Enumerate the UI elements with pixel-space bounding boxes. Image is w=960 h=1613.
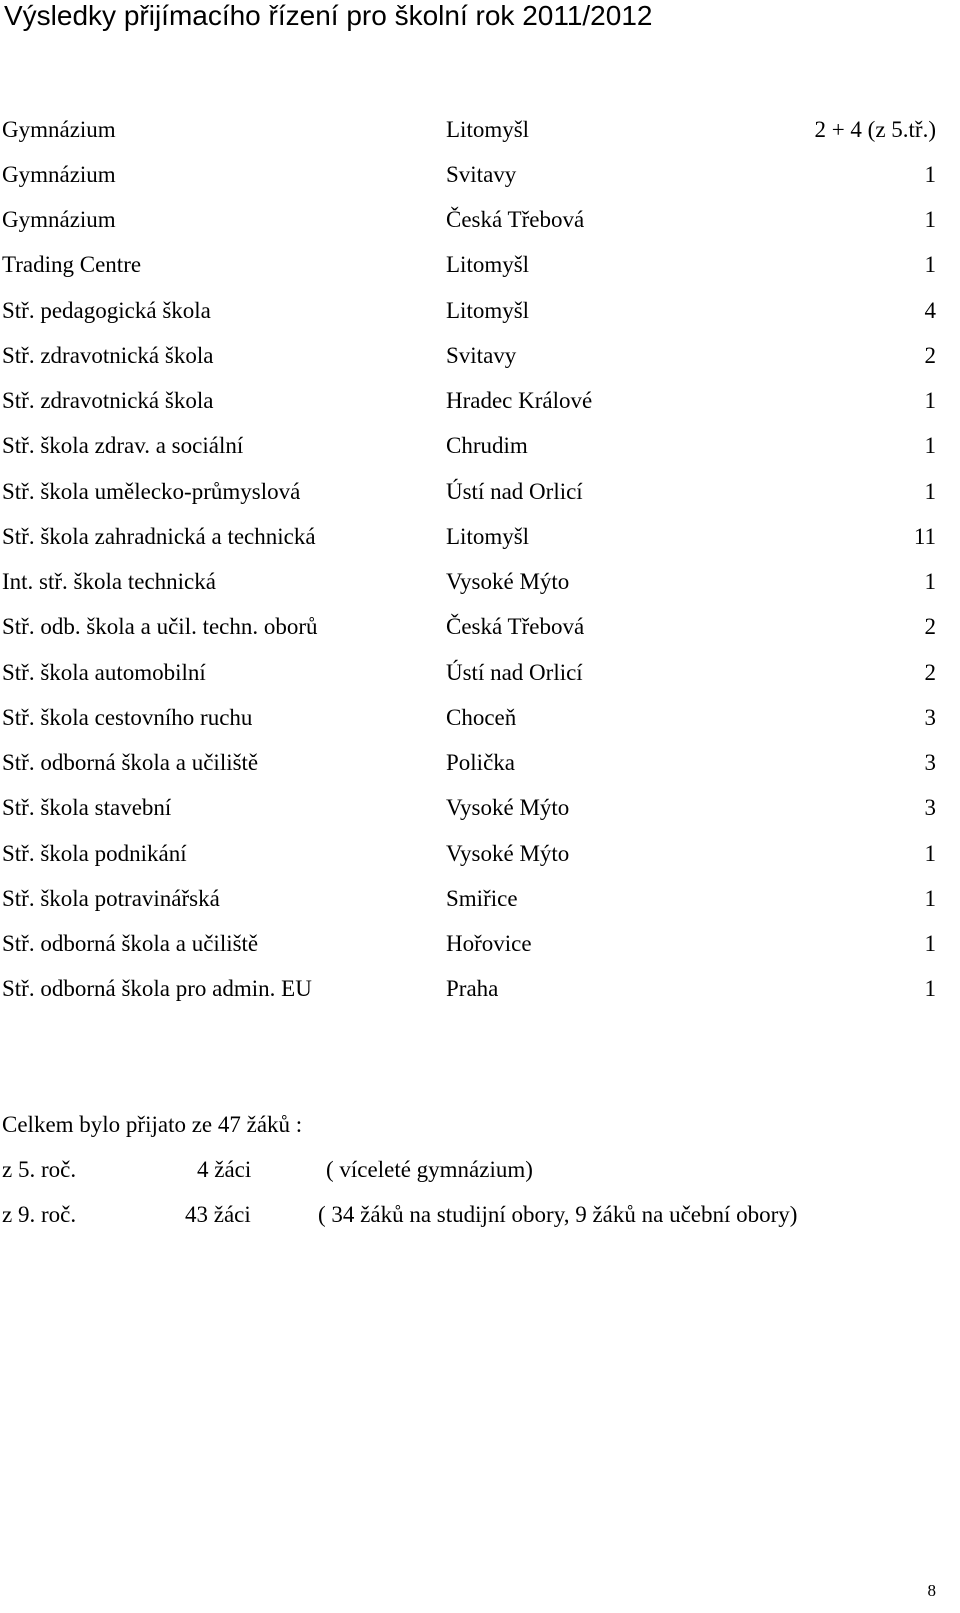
list-item (0, 203, 960, 237)
school-city: Svitavy (446, 162, 517, 187)
school-city: Smiřice (446, 886, 518, 911)
school-city: Česká Třebová (446, 614, 585, 639)
school-city: Litomyšl (446, 298, 530, 323)
school-name: Stř. škola zahradnická a technická (2, 524, 316, 549)
school-city: Litomyšl (446, 524, 530, 549)
school-city: Svitavy (446, 343, 517, 368)
summary-grade5 (0, 1153, 960, 1187)
school-name: Stř. škola cestovního ruchu (2, 705, 253, 730)
school-name: Int. stř. škola technická (2, 569, 216, 594)
grade-count: 4 žáci (197, 1157, 252, 1182)
list-item (0, 701, 960, 735)
list-item (0, 837, 960, 871)
school-city: Litomyšl (446, 252, 530, 277)
school-name: Stř. odb. škola a učil. techn. oborů (2, 614, 318, 639)
admitted-count: 2 (924, 660, 936, 685)
list-item (0, 927, 960, 961)
school-name: Gymnázium (2, 117, 116, 142)
school-city: Hořovice (446, 931, 532, 956)
school-city: Česká Třebová (446, 207, 585, 232)
admitted-count: 1 (924, 976, 936, 1001)
list-item (0, 158, 960, 192)
admitted-count: 2 + 4 (z 5.tř.) (814, 117, 936, 142)
school-name: Stř. zdravotnická škola (2, 388, 214, 413)
list-item (0, 339, 960, 373)
admitted-count: 3 (924, 705, 936, 730)
school-city: Vysoké Mýto (446, 569, 570, 594)
admitted-count: 3 (924, 750, 936, 775)
grade-count: 43 žáci (185, 1202, 251, 1227)
school-city: Praha (446, 976, 499, 1001)
list-item (0, 248, 960, 282)
admitted-count: 1 (924, 433, 936, 458)
list-item (0, 882, 960, 916)
school-name: Stř. odborná škola a učiliště (2, 931, 259, 956)
school-name: Stř. škola zdrav. a sociální (2, 433, 244, 458)
admitted-count: 1 (924, 479, 936, 504)
admitted-count: 4 (924, 298, 936, 323)
school-name: Gymnázium (2, 207, 116, 232)
page-number: 8 (927, 1581, 936, 1600)
school-name: Stř. odborná škola pro admin. EU (2, 976, 312, 1001)
admitted-count: 3 (924, 795, 936, 820)
list-item (0, 972, 960, 1006)
school-name: Stř. škola umělecko-průmyslová (2, 479, 301, 504)
school-city: Hradec Králové (446, 388, 593, 413)
school-city: Ústí nad Orlicí (446, 479, 583, 504)
admitted-count: 1 (924, 207, 936, 232)
admitted-count: 1 (924, 931, 936, 956)
school-name: Stř. škola podnikání (2, 841, 187, 866)
list-item (0, 294, 960, 328)
school-city: Vysoké Mýto (446, 795, 570, 820)
grade-note: ( 34 žáků na studijní obory, 9 žáků na učební obory) (318, 1202, 798, 1227)
summary-total-text: Celkem bylo přijato ze 47 žáků : (2, 1112, 303, 1137)
school-city: Litomyšl (446, 117, 530, 142)
school-name: Trading Centre (2, 252, 142, 277)
school-city: Vysoké Mýto (446, 841, 570, 866)
grade-label: z 9. roč. (2, 1202, 77, 1227)
summary-total (0, 1108, 960, 1142)
list-item (0, 475, 960, 509)
list-item (0, 565, 960, 599)
school-city: Polička (446, 750, 515, 775)
school-city: Ústí nad Orlicí (446, 660, 583, 685)
school-name: Stř. pedagogická škola (2, 298, 211, 323)
admitted-count: 11 (913, 524, 936, 549)
school-name: Stř. škola automobilní (2, 660, 206, 685)
admitted-count: 1 (924, 162, 936, 187)
list-item (0, 791, 960, 825)
school-name: Stř. škola stavební (2, 795, 172, 820)
school-name: Gymnázium (2, 162, 116, 187)
school-city: Choceň (446, 705, 517, 730)
list-item (0, 520, 960, 554)
admitted-count: 2 (924, 614, 936, 639)
school-name: Stř. škola potravinářská (2, 886, 220, 911)
school-name: Stř. zdravotnická škola (2, 343, 214, 368)
school-name: Stř. odborná škola a učiliště (2, 750, 259, 775)
grade-label: z 5. roč. (2, 1157, 77, 1182)
page-title: Výsledky přijímacího řízení pro školní rok 2011/2012 (4, 0, 653, 31)
admitted-count: 2 (924, 343, 936, 368)
list-item (0, 746, 960, 780)
admitted-count: 1 (924, 252, 936, 277)
admitted-count: 1 (924, 569, 936, 594)
admitted-count: 1 (924, 841, 936, 866)
summary-grade9 (0, 1198, 960, 1232)
list-item (0, 384, 960, 418)
admitted-count: 1 (924, 886, 936, 911)
school-city: Chrudim (446, 433, 528, 458)
grade-note: ( víceleté gymnázium) (326, 1157, 533, 1182)
list-item (0, 610, 960, 644)
admitted-count: 1 (924, 388, 936, 413)
list-item (0, 656, 960, 690)
list-item (0, 113, 960, 147)
list-item (0, 429, 960, 463)
